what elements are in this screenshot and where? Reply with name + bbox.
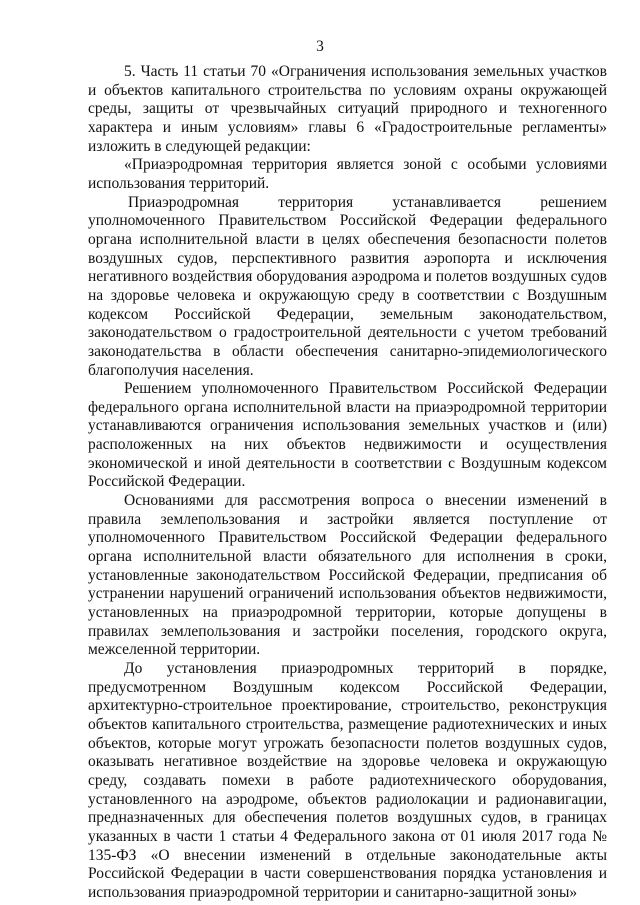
document-body — [88, 63, 607, 903]
page-number: 3 — [316, 38, 324, 55]
paragraph-prior-to-establishment: До установления приаэродромных территорий в порядке, предусмотренном Воздушным кодексом Российской Федерации, архитектурно-строительное проектирование, строительство, реконструкция объектов капитального строительства, размещение радиотехнических и иных объектов, которые могут угрожать безопасности полетов воздушных судов, оказывать негативное воздействие на здоровье человека и окружающую среду, создавать помехи в работе радиотехнического оборудования, установленного на аэродроме, объектов радиолокации и радионавигации, предназначенных для обеспечения полетов воздушных судов, в границах указанных в части 1 статьи 4 Федерального закона от 01 июля 2017 года № 135-ФЗ «О внесении изменений в отдельные законодательные акты Российской Федерации в части совершенствования порядка установления и использования приаэродромной территории и санитарно-защитной зоны» — [88, 660, 607, 901]
paragraph-zone-definition: «Приаэродромная территория является зоной с особыми условиями использования территорий. — [88, 156, 607, 192]
paragraph-restrictions: Решением уполномоченного Правительством Российской Федерации федерального органа исполнительной власти на приаэродромной территории устанавливаются ограничения использования земельных участков и (или) расположенных на них объектов недвижимости и осуществления экономической и иной деятельности в соответствии с Воздушным кодексом Российской Федерации. — [88, 380, 607, 491]
paragraph-amendment-intro: 5. Часть 11 статьи 70 «Ограничения использования земельных участков и объектов капитального строительства по условиям охраны окружающей среды, защиты от чрезвычайных ситуаций природного и техногенного характера и иным условиям» главы 6 «Градостроительные регламенты» изложить в следующей редакции: — [88, 63, 607, 155]
paragraph-grounds-for-changes: Основаниями для рассмотрения вопроса о внесении изменений в правила землепользования и застройки является поступление от уполномоченного Правительством Российской Федерации федерального органа исполнительной власти обязательного для исполнения в сроки, установленные законодательством Российской Федерации, предписания об устранении нарушений ограничений использования объектов недвижимости, установленных на приаэродромной территории, которые допущены в правилах землепользования и застройки поселения, городского округа, межселенной территории. — [88, 492, 607, 659]
paragraph-zone-establishment: Приаэродромная территория устанавливается решением уполномоченного Правительством Российской Федерации федерального органа исполнительной власти в целях обеспечения безопасности полетов воздушных судов, перспективного развития аэропорта и исключения негативного воздействия оборудования аэродрома и полетов воздушных судов на здоровье человека и окружающую среду в соответствии с Воздушным кодексом Российской Федерации, земельным законодательством, законодательством о градостроительной деятельности с учетом требований законодательства в области обеспечения санитарно-эпидемиологического благополучия населения. — [88, 193, 607, 379]
